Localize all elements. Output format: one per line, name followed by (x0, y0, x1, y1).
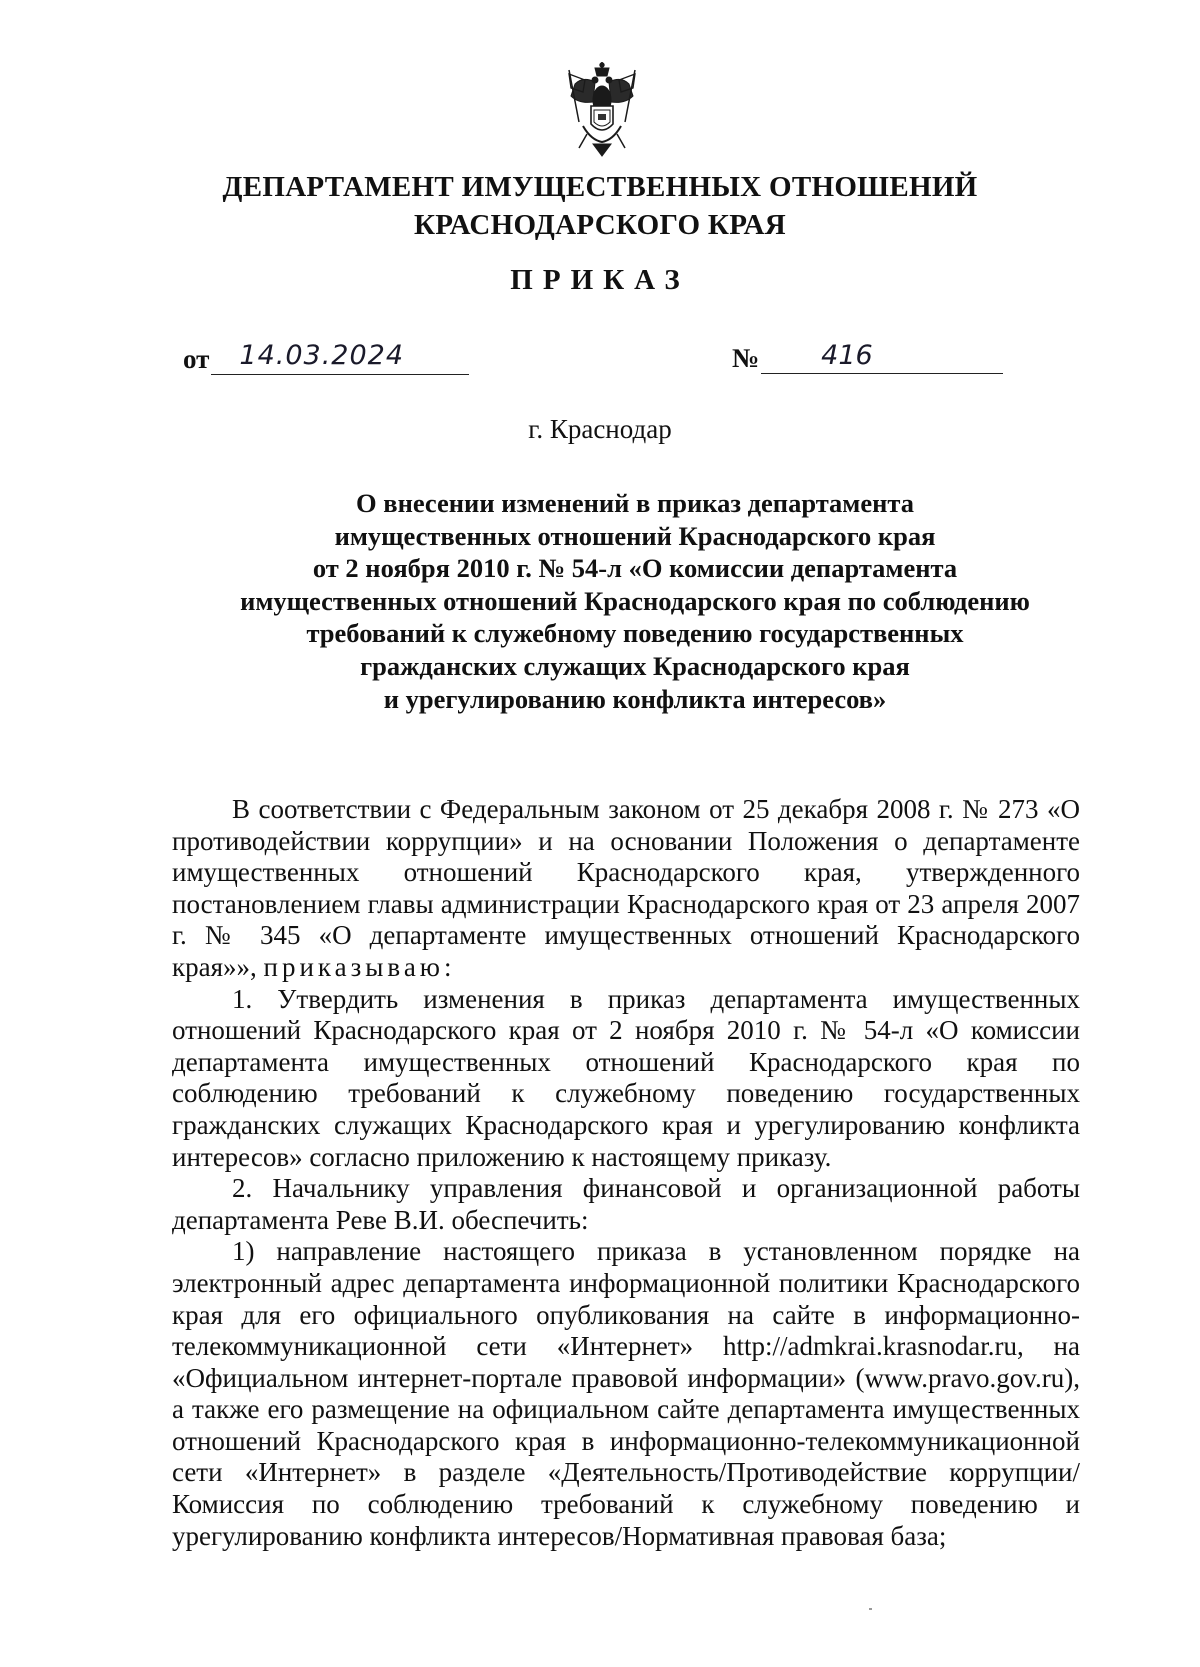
clause-2-1-paragraph: 1) направление настоящего приказа в установленном порядке на электронный адрес департамента информационной политики Краснодарского края для его официального опубликования на сайте в информационно-телекоммуникационной сети «Интернет» http://admkrai.krasnodar.ru, на «Официальном интернет-портале правовой информации» (www.pravo.gov.ru), а также его размещение на официальном сайте департамента имущественных отношений Краснодарского края в информационно-телекоммуникационной сети «Интернет» в разделе «Деятельность/Противодействие коррупции/ Комиссия по соблюдению требований к служебному поведению и урегулированию конфликта интересов/Нормативная правовая база; (172, 1236, 1080, 1551)
subject-line: требований к служебному поведению государственных (306, 618, 964, 649)
date-label: от (183, 344, 210, 374)
order-subject (200, 487, 1070, 715)
subject-line: О внесении изменений в приказ департамента (356, 488, 914, 518)
city-line: г. Краснодар (528, 414, 672, 444)
organization-name (0, 168, 1200, 244)
clause-2-paragraph: 2. Начальнику управления финансовой и организационной работы департамента Реве В.И. обеспечить: (172, 1173, 1080, 1235)
subject-line: и урегулированию конфликта интересов» (383, 683, 887, 714)
date-value: 14.03.2024 (211, 340, 469, 375)
preamble-text: В соответствии с Федеральным законом от 25 декабря 2008 г. № 273 «О противодействии коррупции» и на основании Положения о департаменте имущественных отношений Краснодарского края, утвержденного постановлением главы администрации Краснодарского края от 23 апреля 2007 г. № 345 «О департаменте имущественных отношений Краснодарского края»», (172, 794, 1080, 982)
number-value: 416 (761, 340, 1003, 374)
subject-line: гражданских служащих Краснодарского края (360, 650, 910, 681)
order-date-field (183, 340, 469, 375)
scan-speck (869, 1608, 872, 1610)
number-label: № (732, 343, 760, 373)
subject-line: имущественных отношений Краснодарского края (334, 520, 936, 551)
document-type-title: ПРИКАЗ (510, 264, 690, 296)
org-line-1: ДЕПАРТАМЕНТ ИМУЩЕСТВЕННЫХ ОТНОШЕНИЙ (222, 171, 978, 203)
org-line-2: КРАСНОДАРСКОГО КРАЯ (413, 209, 787, 241)
decree-word: приказываю: (263, 951, 456, 982)
order-number-field (732, 340, 1003, 374)
order-body (172, 794, 1080, 1552)
preamble-paragraph (172, 794, 1080, 984)
coat-of-arms-icon (565, 62, 639, 158)
clause-1-paragraph: 1. Утвердить изменения в приказ департамента имущественных отношений Краснодарского края от 2 ноября 2010 г. № 54-л «О комиссии департамента имущественных отношений Краснодарского края по соблюдению требований к служебному поведению государственных гражданских служащих Краснодарского края и урегулированию конфликта интересов» согласно приложению к настоящему приказу. (172, 983, 1080, 1172)
subject-line: имущественных отношений Краснодарского края по соблюдению (240, 585, 1030, 616)
subject-line: от 2 ноября 2010 г. № 54-л «О комиссии департамента (312, 553, 958, 584)
